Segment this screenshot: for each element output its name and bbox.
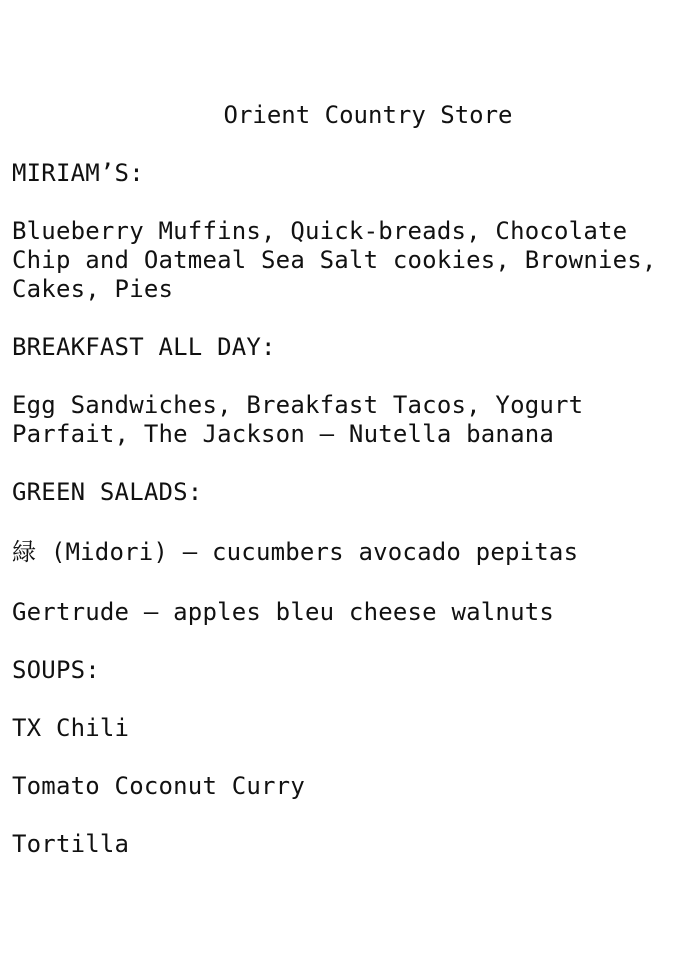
menu-item-tomato-coconut-curry: Tomato Coconut Curry <box>12 772 305 800</box>
menu-item-line: Chip and Oatmeal Sea Salt cookies, Brownies, <box>12 246 657 274</box>
store-title: Orient Country Store <box>223 101 513 129</box>
menu-item-tortilla: Tortilla <box>12 830 130 858</box>
menu-item-line: Parfait, The Jackson – Nutella banana <box>12 420 555 448</box>
menu-item-line: Egg Sandwiches, Breakfast Tacos, Yogurt <box>12 391 584 419</box>
section-heading-breakfast: BREAKFAST ALL DAY: <box>12 333 276 361</box>
section-heading-soups: SOUPS: <box>12 656 100 684</box>
section-heading-miriams: MIRIAM’S: <box>12 159 144 187</box>
menu-item-tx-chili: TX Chili <box>12 714 130 742</box>
menu-item-gertrude: Gertrude – apples bleu cheese walnuts <box>12 598 555 626</box>
section-heading-green-salads: GREEN SALADS: <box>12 478 203 506</box>
menu-item-line: Cakes, Pies <box>12 275 174 303</box>
menu-item-midori: 緑 (Midori) – cucumbers avocado pepitas <box>12 538 579 566</box>
menu-item-line: Blueberry Muffins, Quick-breads, Chocolate <box>12 217 628 245</box>
